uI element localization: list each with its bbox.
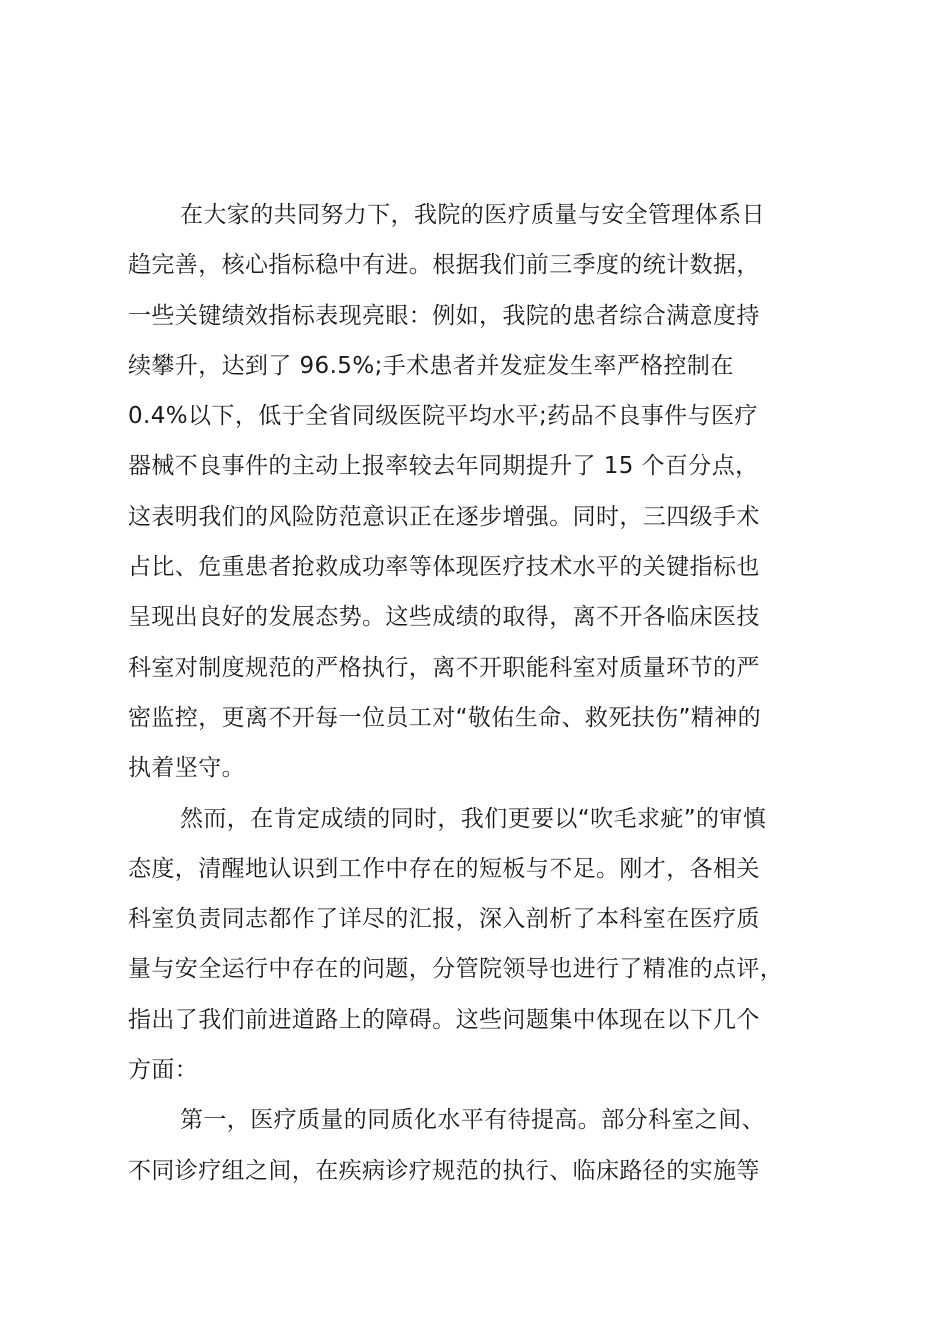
text-line: 不同诊疗组之间，在疾病诊疗规范的执行、临床路径的实施等: [128, 1157, 760, 1184]
text-line: 然而，在肯定成绩的同时，我们更要以“吹毛求疵”的审慎: [180, 805, 767, 832]
text-line: 这表明我们的风险防范意识正在逐步增强。同时，三四级手术: [128, 503, 760, 530]
text-line: 科室负责同志都作了详尽的汇报，深入剖析了本科室在医疗质: [128, 906, 760, 933]
text-line: 在大家的共同努力下，我院的医疗质量与安全管理体系日: [180, 202, 765, 228]
paragraph-shortcomings: [128, 794, 828, 1096]
paragraph-achievements: [128, 190, 828, 794]
text-line: 量与安全运行中存在的问题，分管院领导也进行了精准的点评，: [128, 956, 784, 983]
text-line: 器械不良事件的主动上报率较去年同期提升了 15 个百分点，: [128, 453, 759, 480]
text-line: 密监控，更离不开每一位员工对“敬佑生命、救死扶伤”精神的: [128, 704, 762, 731]
text-line: 第一，医疗质量的同质化水平有待提高。部分科室之间、: [180, 1107, 765, 1134]
text-line: 执着坚守。: [128, 755, 245, 782]
text-line: 一些关键绩效指标表现亮眼：例如，我院的患者综合满意度持: [128, 302, 760, 329]
text-line: 科室对制度规范的严格执行，离不开职能科室对质量环节的严: [128, 654, 760, 681]
text-line: 占比、危重患者抢救成功率等体现医疗技术水平的关键指标也: [128, 554, 760, 581]
text-line: 指出了我们前进道路上的障碍。这些问题集中体现在以下几个: [128, 1006, 760, 1033]
text-line: 方面：: [128, 1057, 199, 1084]
text-line: 趋完善，核心指标稳中有进。根据我们前三季度的统计数据，: [128, 252, 760, 279]
text-line: 续攀升，达到了 96.5%;手术患者并发症发生率严格控制在: [128, 352, 734, 379]
text-line: 态度，清醒地认识到工作中存在的短板与不足。刚才，各相关: [128, 855, 760, 882]
document-body: [128, 190, 828, 1196]
text-line: 呈现出良好的发展态势。这些成绩的取得，离不开各临床医技: [128, 604, 760, 631]
paragraph-point-one: [128, 1095, 828, 1196]
text-line: 0.4%以下，低于全省同级医院平均水平;药品不良事件与医疗: [128, 403, 758, 430]
